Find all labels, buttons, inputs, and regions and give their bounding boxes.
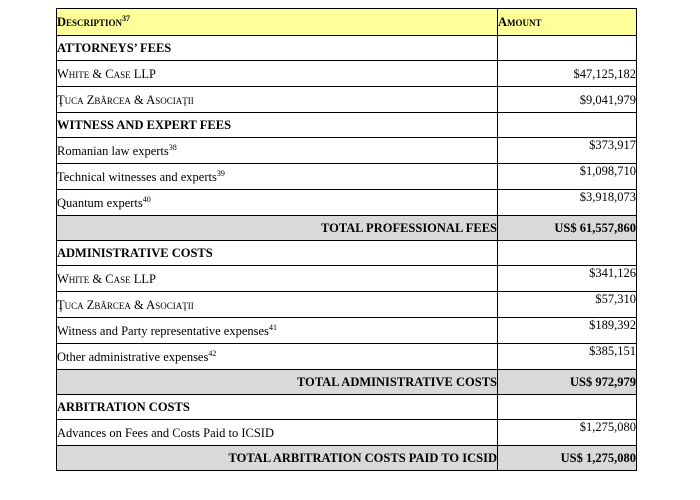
footnote-ref: 42: [208, 348, 217, 358]
item-label-cell: [57, 190, 498, 216]
footnote-ref: 39: [216, 168, 225, 178]
table-row: [57, 164, 637, 190]
description-header: [57, 9, 498, 36]
total-administrative-costs-label: TOTAL ADMINISTRATIVE COSTS: [57, 370, 498, 395]
item-label-cell: [57, 344, 498, 370]
table-row: [57, 87, 637, 113]
total-row: [57, 370, 637, 395]
item-amount: $341,126: [498, 266, 637, 292]
footnote-ref: 37: [122, 14, 131, 23]
section-title-attorneys-fees: ATTORNEYS’ FEES: [57, 36, 498, 61]
item-label-cell: [57, 318, 498, 344]
item-amount: $385,151: [498, 344, 637, 370]
table-row: [57, 61, 637, 87]
section-title-arbitration-costs: ARBITRATION COSTS: [57, 395, 498, 420]
total-professional-fees-amount: US$ 61,557,860: [498, 216, 637, 241]
item-label: White & Case LLP: [57, 61, 498, 87]
footnote-ref: 40: [142, 194, 151, 204]
item-amount: $57,310: [498, 292, 637, 318]
section-row: [57, 395, 637, 420]
item-label: White & Case LLP: [57, 266, 498, 292]
table-row: [57, 420, 637, 446]
section-row: [57, 36, 637, 61]
empty-amount-cell: [498, 395, 637, 420]
total-arbitration-costs-amount: US$ 1,275,080: [498, 446, 637, 471]
empty-amount-cell: [498, 36, 637, 61]
footnote-ref: 38: [168, 142, 177, 152]
section-title-administrative-costs: ADMINISTRATIVE COSTS: [57, 241, 498, 266]
table-header-row: [57, 9, 637, 36]
item-label: Other administrative expenses: [57, 349, 209, 364]
total-administrative-costs-amount: US$ 972,979: [498, 370, 637, 395]
item-label: Ţuca Zbârcea & Asociaţii: [57, 292, 498, 318]
footnote-ref: 41: [268, 322, 277, 332]
table-row: [57, 190, 637, 216]
item-label: Romanian law experts: [57, 143, 169, 158]
item-label-cell: [57, 164, 498, 190]
empty-amount-cell: [498, 241, 637, 266]
item-amount: $3,918,073: [498, 190, 637, 216]
amount-header: Amount: [498, 9, 637, 36]
total-row: [57, 216, 637, 241]
table-row: [57, 138, 637, 164]
item-amount: $1,098,710: [498, 164, 637, 190]
section-row: [57, 241, 637, 266]
item-label: Advances on Fees and Costs Paid to ICSID: [57, 420, 498, 446]
item-amount: $373,917: [498, 138, 637, 164]
item-label: Ţuca Zbârcea & Asociaţii: [57, 87, 498, 113]
table-row: [57, 292, 637, 318]
section-title-witness-expert-fees: WITNESS AND EXPERT FEES: [57, 113, 498, 138]
total-professional-fees-label: TOTAL PROFESSIONAL FEES: [57, 216, 498, 241]
item-label: Quantum experts: [57, 195, 143, 210]
item-amount: $47,125,182: [498, 61, 637, 87]
table-row: [57, 344, 637, 370]
item-label: Witness and Party representative expenses: [57, 323, 269, 338]
costs-table: [56, 8, 637, 471]
item-amount: $9,041,979: [498, 87, 637, 113]
table-row: [57, 318, 637, 344]
empty-amount-cell: [498, 113, 637, 138]
item-amount: $1,275,080: [498, 420, 637, 446]
table-row: [57, 266, 637, 292]
item-label-cell: [57, 138, 498, 164]
total-arbitration-costs-label: TOTAL ARBITRATION COSTS PAID TO ICSID: [57, 446, 498, 471]
item-amount: $189,392: [498, 318, 637, 344]
item-label: Technical witnesses and experts: [57, 169, 217, 184]
total-row: [57, 446, 637, 471]
section-row: [57, 113, 637, 138]
description-header-label: Description: [57, 15, 123, 29]
